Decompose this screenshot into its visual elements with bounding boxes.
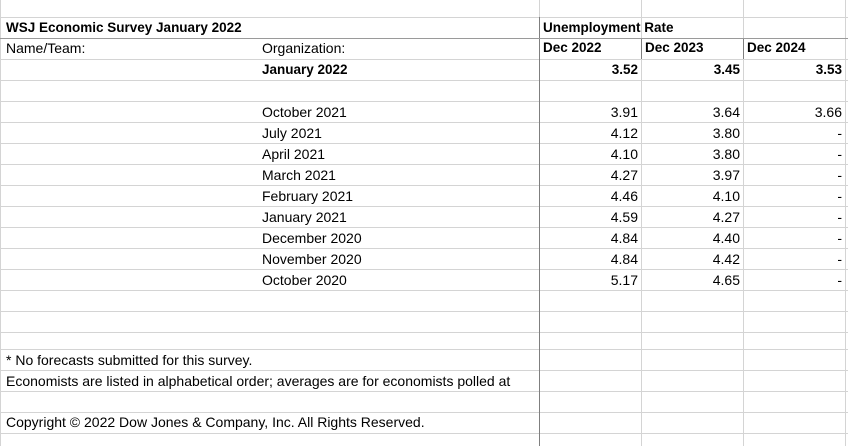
- history-value: 4.65: [712, 272, 740, 288]
- history-row-label: December 2020: [262, 230, 362, 246]
- history-value: -: [837, 209, 842, 225]
- history-value: 4.84: [610, 251, 638, 267]
- gridline: [0, 391, 848, 392]
- history-value: 3.66: [814, 104, 842, 120]
- history-value: 4.46: [610, 188, 638, 204]
- column-border: [539, 17, 540, 446]
- column-border: [641, 38, 642, 59]
- history-value: 4.84: [610, 230, 638, 246]
- history-row-label: February 2021: [262, 188, 354, 204]
- history-value: -: [837, 272, 842, 288]
- column-header-dec-2024: Dec 2024: [747, 40, 806, 55]
- history-value: 4.27: [610, 167, 638, 183]
- history-value: 3.64: [712, 104, 740, 120]
- history-value: 3.91: [610, 104, 638, 120]
- column-border: [743, 38, 744, 59]
- gridline: [0, 433, 848, 434]
- history-value: 3.97: [712, 167, 740, 183]
- history-value: -: [837, 146, 842, 162]
- history-value: -: [837, 251, 842, 267]
- history-value: 4.40: [712, 230, 740, 246]
- history-value: 5.17: [610, 272, 638, 288]
- gridline: [0, 290, 848, 291]
- no-forecasts-note: * No forecasts submitted for this survey.: [6, 352, 253, 368]
- history-value: 4.10: [712, 188, 740, 204]
- copyright-note: Copyright © 2022 Dow Jones & Company, Inc. All Rights Reserved.: [6, 414, 425, 430]
- name-team-label: Name/Team:: [6, 40, 86, 56]
- survey-title: WSJ Economic Survey January 2022: [6, 20, 242, 35]
- current-value-dec-2024: 3.53: [815, 62, 842, 77]
- history-value: 3.80: [712, 146, 740, 162]
- gridline: [845, 0, 846, 446]
- current-value-dec-2023: 3.45: [713, 62, 740, 77]
- history-row-label: April 2021: [262, 146, 326, 162]
- current-value-dec-2022: 3.52: [611, 62, 638, 77]
- history-row-label: July 2021: [262, 125, 322, 141]
- gridline: [0, 332, 848, 333]
- gridline: [743, 0, 744, 446]
- history-value: -: [837, 188, 842, 204]
- organization-label: Organization:: [262, 40, 346, 56]
- current-survey-label: January 2022: [262, 62, 348, 77]
- history-row-label: March 2021: [262, 167, 336, 183]
- history-row-label: October 2021: [262, 104, 347, 120]
- history-value: 4.12: [610, 125, 638, 141]
- history-row-label: November 2020: [262, 251, 362, 267]
- gridline: [0, 80, 848, 81]
- history-value: 4.59: [610, 209, 638, 225]
- gridline: [0, 0, 1, 446]
- column-header-dec-2022: Dec 2022: [543, 40, 602, 55]
- history-value: -: [837, 167, 842, 183]
- gridline: [0, 311, 848, 312]
- history-value: 4.42: [712, 251, 740, 267]
- history-value: 4.10: [610, 146, 638, 162]
- gridline: [641, 0, 642, 446]
- history-value: 3.80: [712, 125, 740, 141]
- history-row-label: January 2021: [262, 209, 347, 225]
- history-value: -: [837, 125, 842, 141]
- history-row-label: October 2020: [262, 272, 347, 288]
- header-border: [0, 38, 848, 39]
- alphabetical-order-note: Economists are listed in alphabetical order; averages are for economists polled at: [6, 373, 511, 389]
- unemployment-rate-header: Unemployment Rate: [543, 20, 674, 35]
- history-value: -: [837, 230, 842, 246]
- history-value: 4.27: [712, 209, 740, 225]
- column-header-dec-2023: Dec 2023: [645, 40, 704, 55]
